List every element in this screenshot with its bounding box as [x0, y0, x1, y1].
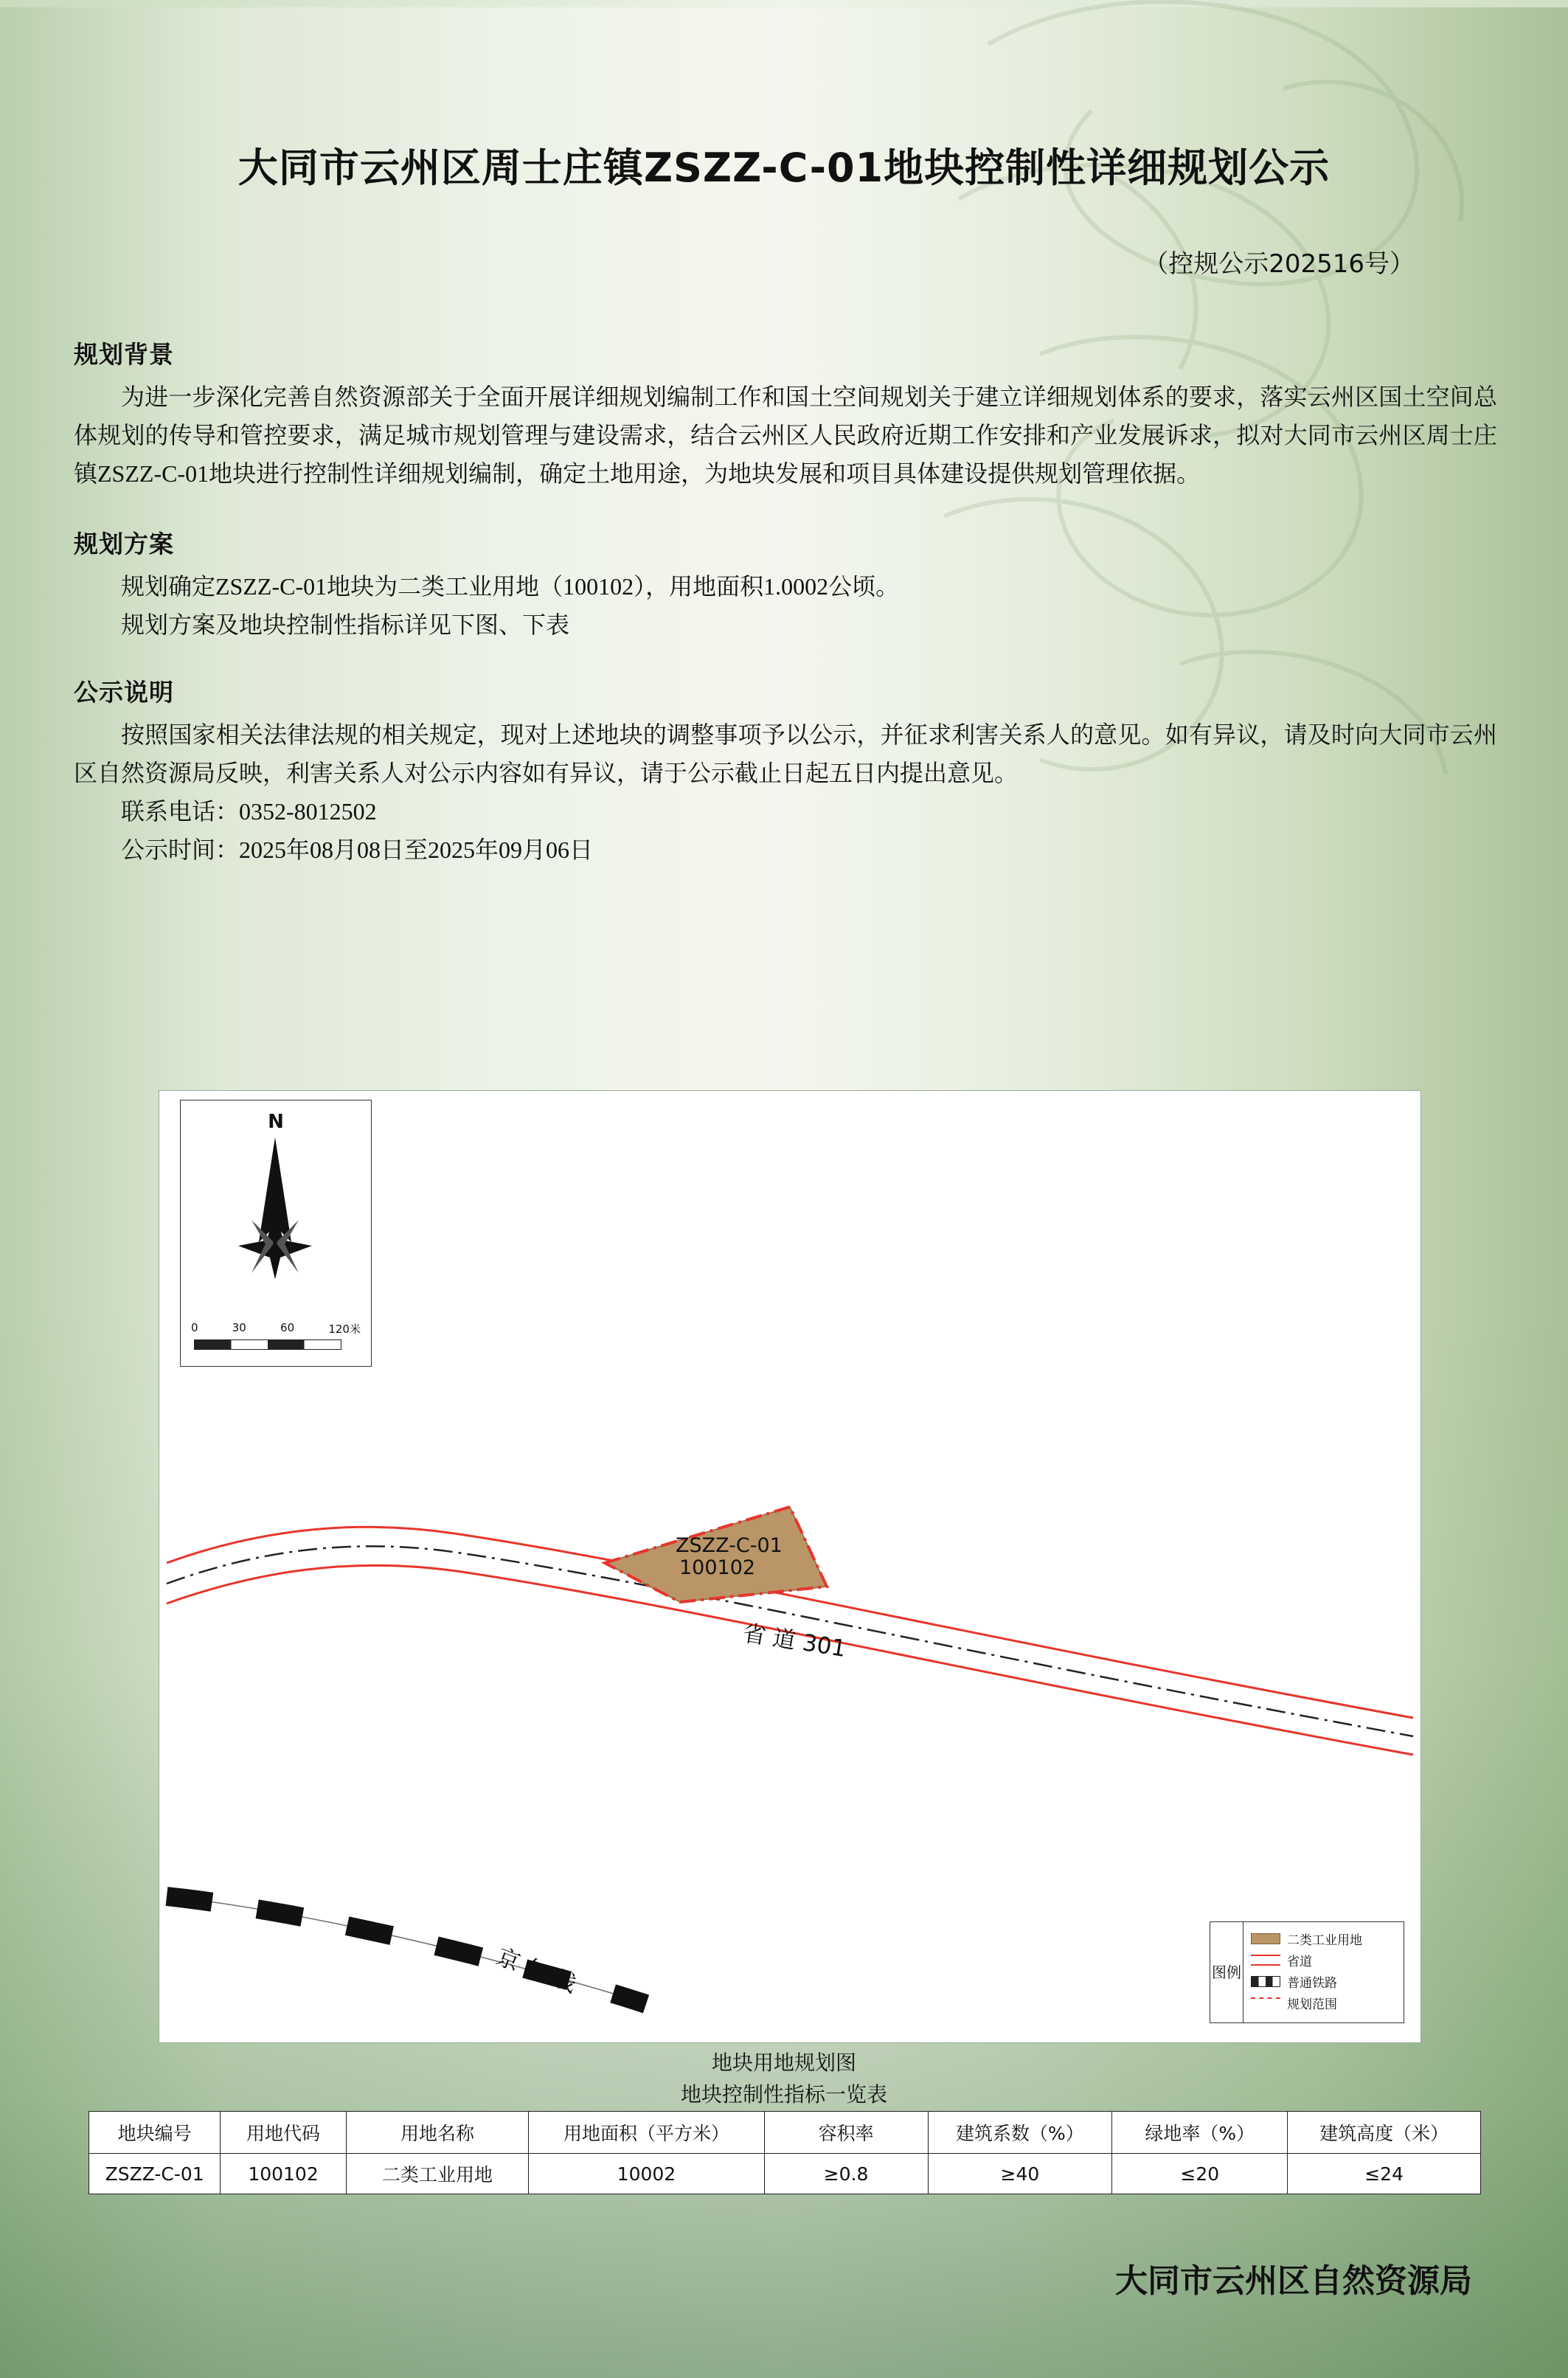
table-row: [89, 2154, 1481, 2194]
svg-text:100102: 100102: [679, 1556, 756, 1579]
legend-swatch-planning-boundary: [1251, 1997, 1280, 2008]
document-number: （控规公示202516号）: [1143, 249, 1415, 279]
scale-tick-0: 0: [191, 1321, 198, 1334]
disclosure-period: 公示时间：2025年08月08日至2025年09月06日: [121, 836, 594, 863]
table-header-cell: 地块编号: [89, 2112, 221, 2154]
table-header-cell: 容积率: [764, 2112, 928, 2154]
table-cell: 100102: [221, 2154, 346, 2194]
table-cell: 二类工业用地: [346, 2154, 528, 2194]
legend-label: 省道: [1287, 1955, 1312, 1969]
table-cell: ≥40: [928, 2154, 1112, 2194]
table-header-cell: 绿地率（%）: [1112, 2112, 1288, 2154]
table-header-cell: 用地代码: [221, 2112, 346, 2154]
scheme-line-2: 规划方案及地块控制性指标详见下图、下表: [121, 611, 570, 638]
legend-title: 图例: [1210, 1922, 1243, 2022]
scale-tick-1: 30: [232, 1321, 246, 1334]
north-arrow-inset: [180, 1100, 372, 1367]
contact-phone: 联系电话：0352-8012502: [121, 798, 377, 825]
north-label: N: [268, 1111, 284, 1133]
svg-text:京 包 线: 京 包 线: [493, 1943, 580, 1998]
notice-body: [74, 336, 1497, 869]
legend-swatch-railway: [1251, 1976, 1280, 1987]
issuing-organization: 大同市云州区自然资源局: [1115, 2262, 1472, 2300]
scale-tick-labels: [191, 1321, 361, 1337]
compass-rose-icon: [181, 1131, 370, 1301]
legend-item: [1251, 1928, 1399, 1949]
scheme-line-1: 规划确定ZSZZ-C-01地块为二类工业用地（100102），用地面积1.0002公顷。: [121, 573, 900, 600]
map-legend: [1210, 1921, 1404, 2023]
legend-item: [1251, 1949, 1399, 1971]
page-title: 大同市云州区周士庄镇ZSZZ-C-01地块控制性详细规划公示: [237, 145, 1331, 191]
table-header-row: [89, 2112, 1481, 2154]
legend-swatch-industrial-land: [1251, 1933, 1280, 1944]
section-heading-disclosure: 公示说明: [74, 678, 174, 707]
top-edge-decoration: [0, 0, 1568, 7]
scale-tick-2: 60: [280, 1321, 295, 1334]
land-use-map: [159, 1090, 1421, 2043]
legend-swatch-provincial-road: [1251, 1955, 1280, 1966]
table-cell: 10002: [529, 2154, 764, 2194]
section-paragraph-disclosure: 按照国家相关法律法规的相关规定，现对上述地块的调整事项予以公示，并征求利害关系人的意见。如有异议，请及时向大同市云州区自然资源局反映，利害关系人对公示内容如有异议，请于公示截止日起五日内提出意见。: [74, 721, 1497, 786]
legend-label: 普通铁路: [1287, 1976, 1337, 1991]
svg-text:ZSZZ-C-01: ZSZZ-C-01: [676, 1534, 783, 1557]
section-heading-scheme: 规划方案: [74, 530, 174, 558]
table-header-cell: 建筑系数（%）: [928, 2112, 1112, 2154]
svg-text:省 道 301: 省 道 301: [740, 1620, 848, 1663]
legend-item-list: [1243, 1922, 1404, 2022]
table-header-cell: 建筑高度（米）: [1288, 2112, 1481, 2154]
scale-bar: [194, 1339, 341, 1350]
indicator-table: [89, 2111, 1481, 2194]
legend-label: 二类工业用地: [1287, 1933, 1362, 1948]
section-paragraph-background: 为进一步深化完善自然资源部关于全面开展详细规划编制工作和国土空间规划关于建立详细规划体系的要求，落实云州区国土空间总体规划的传导和管控要求，满足城市规划管理与建设需求，结合云州区人民政府近期工作安排和产业发展诉求，拟对大同市云州区周士庄镇ZSZZ-C-01地块进行控制性详细规划编制，确定土地用途，为地块发展和项目具体建设提供规划管理依据。: [74, 384, 1497, 487]
legend-item: [1251, 1992, 1399, 2014]
section-heading-background: 规划背景: [74, 340, 174, 369]
table-header-cell: 用地名称: [346, 2112, 528, 2154]
legend-item: [1251, 1971, 1399, 1992]
table-caption: 地块控制性指标一览表: [680, 2082, 887, 2107]
legend-label: 规划范围: [1287, 1997, 1337, 2012]
table-cell: ≥0.8: [764, 2154, 928, 2194]
table-cell: ≤20: [1112, 2154, 1288, 2194]
table-cell: ZSZZ-C-01: [89, 2154, 221, 2194]
table-cell: ≤24: [1288, 2154, 1481, 2194]
scale-tick-3: 120米: [328, 1323, 361, 1336]
figure-caption: 地块用地规划图: [711, 2051, 856, 2075]
table-header-cell: 用地面积（平方米）: [529, 2112, 764, 2154]
